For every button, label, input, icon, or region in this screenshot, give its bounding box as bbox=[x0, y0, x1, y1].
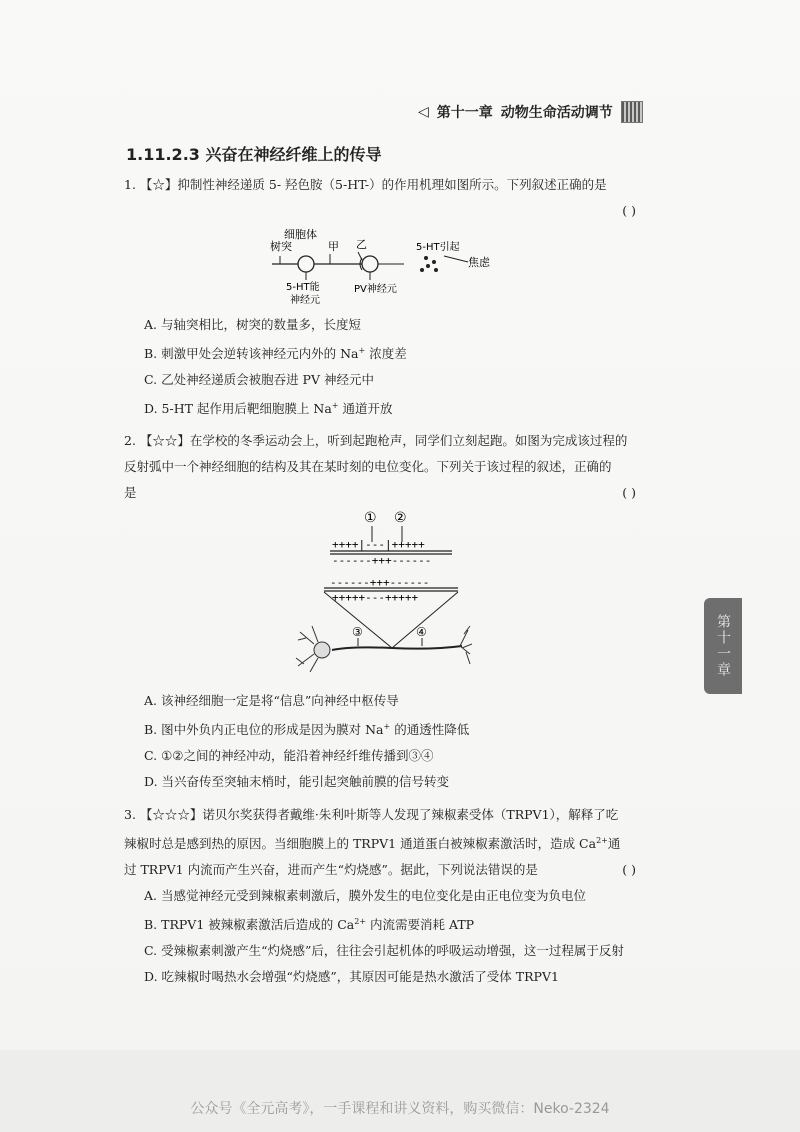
answer-paren: ( ) bbox=[622, 485, 636, 500]
option-d[interactable]: D. 当兴奋传至突轴末梢时，能引起突触前膜的信号转变 bbox=[144, 774, 450, 790]
fig1-label-neuron: 神经元 bbox=[290, 295, 320, 306]
option-a[interactable]: A. 与轴突相比，树突的数量多，长度短 bbox=[144, 317, 361, 332]
option-b[interactable]: B. 图中外负内正电位的形成是因为膜对 Na+ 的通透性降低 bbox=[144, 722, 470, 738]
question-2-options bbox=[124, 688, 644, 795]
answer-paren: ( ) bbox=[622, 862, 636, 878]
question-number: 3. bbox=[124, 807, 136, 822]
option-c[interactable]: C. 乙处神经递质会被胞吞进 PV 神经元中 bbox=[144, 372, 374, 388]
fig1-label-anxiety: 焦虑 bbox=[468, 256, 490, 269]
chapter-header bbox=[418, 100, 658, 124]
fig1-label-dendrite: 树突 bbox=[270, 240, 292, 253]
fig2-top-plus: ++++|---|+++++ bbox=[332, 538, 425, 551]
option-c[interactable]: C. ①②之间的神经冲动，能沿着神经纤维传播到③④ bbox=[144, 748, 434, 764]
option-b[interactable]: B. TRPV1 被辣椒素激活后造成的 $Ca^{2+}$ 内流需要消耗 ATP bbox=[144, 917, 475, 933]
qr-code-icon bbox=[621, 101, 643, 123]
question-3 bbox=[124, 802, 644, 990]
back-arrow-icon: ◁ bbox=[418, 104, 429, 120]
question-text: 【☆】抑制性神经递质 5- 羟色胺（5-HT-）的作用机理如图所示。下列叙述正确的是 bbox=[139, 177, 607, 192]
option-b[interactable]: B. 刺激甲处会逆转该神经元内外的 Na+ 浓度差 bbox=[144, 346, 407, 362]
fig1-label-5ht-neuron: 5-HT能 bbox=[286, 282, 320, 293]
question-2 bbox=[124, 428, 644, 506]
question-text-line3: 过 TRPV1 内流而产生兴奋，进而产生“灼烧感”。据此，下列说法错误的是 ( ) bbox=[124, 857, 644, 883]
question-text-line3: 是 ( ) bbox=[124, 480, 644, 506]
fig2-neuron-body bbox=[296, 626, 330, 672]
question-stem bbox=[124, 802, 644, 828]
fig2-mid-minus: ------+++------ bbox=[330, 576, 430, 589]
chapter-title: 动物生命活动调节 bbox=[500, 105, 613, 121]
question-stem bbox=[124, 428, 644, 454]
fig2-mark-3: ③ bbox=[352, 625, 363, 639]
figure-2-membrane-potential bbox=[292, 508, 472, 680]
chapter-number: 第十一章 bbox=[436, 105, 493, 121]
fig1-label-jia: 甲 bbox=[328, 240, 339, 253]
option-d[interactable]: D. 吃辣椒时喝热水会增强“灼烧感”，其原因可能是热水激活了受体 TRPV1 bbox=[144, 969, 559, 985]
fig2-mark-1: ① bbox=[364, 510, 377, 526]
question-text-line2: 辣椒时总是感到热的原因。当细胞膜上的 TRPV1 通道蛋白被辣椒素激活时，造成 $Ca^{2+}$通 bbox=[124, 836, 621, 852]
question-stem bbox=[124, 172, 644, 198]
fig2-axon-terminal bbox=[460, 626, 472, 664]
figure-1-neuron-diagram bbox=[264, 226, 514, 312]
fig1-label-5ht: 5-HT引起 bbox=[416, 242, 460, 253]
fig1-label-yi: 乙 bbox=[356, 238, 367, 251]
fig2-mid-plus: +++++---+++++ bbox=[332, 591, 419, 604]
option-a[interactable]: A. 该神经细胞一定是将“信息”向神经中枢传导 bbox=[144, 693, 399, 708]
fig1-label-pv-neuron: PV神经元 bbox=[354, 284, 397, 295]
question-number: 1. bbox=[124, 177, 136, 192]
fig1-label-cell-body: 细胞体 bbox=[284, 228, 317, 241]
footer-watermark: 公众号《全元高考》，一手课程和讲义资料，购买微信：Neko-2324 bbox=[190, 1101, 610, 1117]
footer-band bbox=[0, 1050, 800, 1132]
option-c[interactable]: C. 受辣椒素刺激产生“灼烧感”后，往往会引起机体的呼吸运动增强，这一过程属于反射 bbox=[144, 943, 624, 959]
question-1 bbox=[124, 172, 644, 224]
question-text-line2: 反射弧中一个神经细胞的结构及其在某时刻的电位变化。下列关于该过程的叙述，正确的 bbox=[124, 459, 612, 474]
fig2-mark-4: ④ bbox=[416, 625, 427, 639]
option-d[interactable]: D. 5-HT 起作用后靶细胞膜上 Na+ 通道开放 bbox=[144, 401, 393, 417]
fig2-top-minus: ------+++------ bbox=[332, 554, 432, 567]
question-1-options bbox=[124, 312, 644, 422]
section-title: 1.11.2.3 兴奋在神经纤维上的传导 bbox=[126, 145, 382, 164]
answer-paren: ( ) bbox=[622, 203, 636, 218]
option-a[interactable]: A. 当感觉神经元受到辣椒素刺激后，膜外发生的电位变化是由正电位变为负电位 bbox=[144, 888, 586, 904]
question-number: 2. bbox=[124, 433, 136, 448]
question-text: 【☆☆】在学校的冬季运动会上，听到起跑枪声，同学们立刻起跑。如图为完成该过程的 bbox=[139, 433, 628, 448]
chapter-side-tab: 第十一章 bbox=[704, 598, 742, 694]
fig2-mark-2: ② bbox=[394, 510, 407, 526]
question-text: 【☆☆☆】诺贝尔奖获得者戴维·朱利叶斯等人发现了辣椒素受体（TRPV1），解释了吃 bbox=[139, 807, 619, 822]
